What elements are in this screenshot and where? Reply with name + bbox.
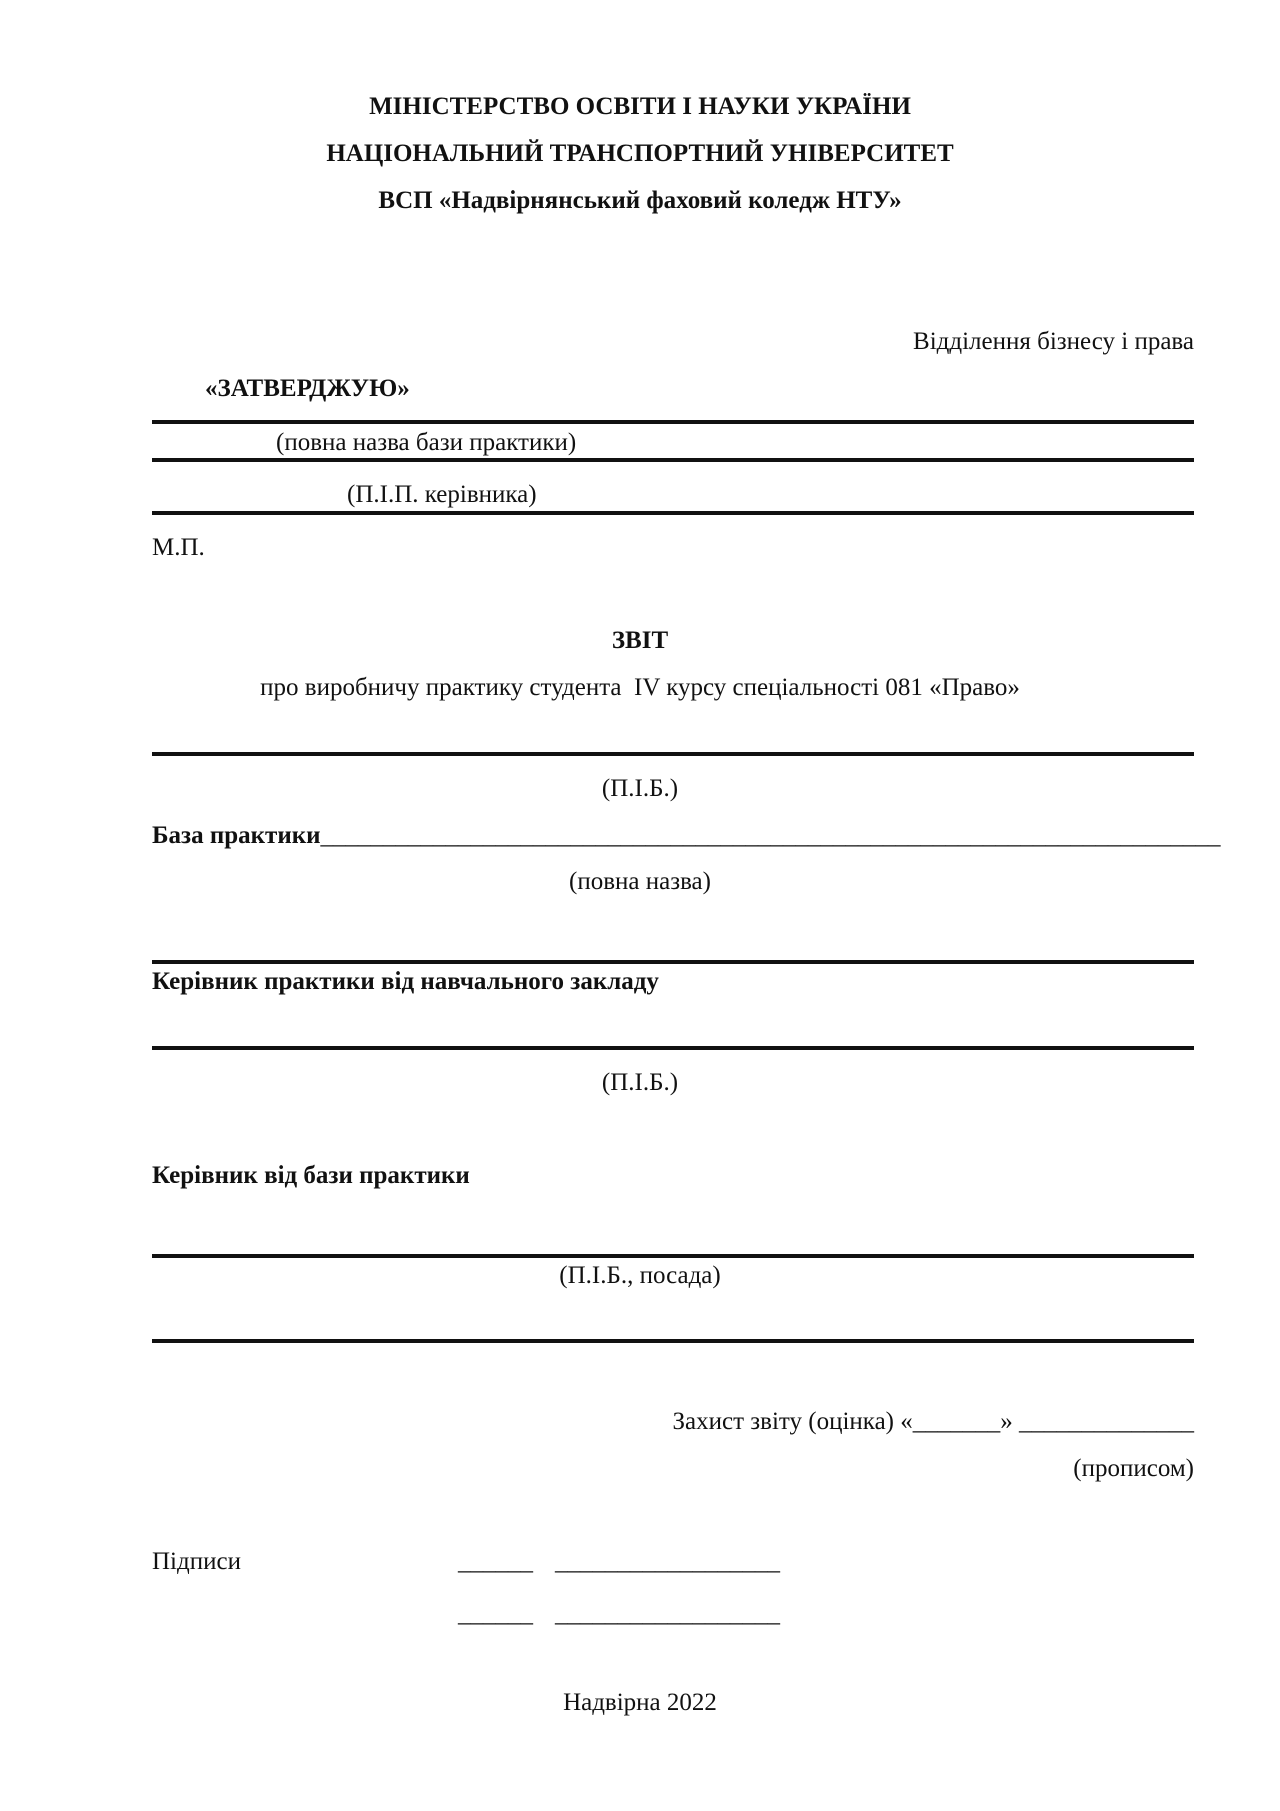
base-name-hint: (повна назва бази практики) [276, 429, 577, 456]
college-supervisor-hint: (П.І.Б.) [601, 1069, 679, 1096]
base-supervisor-line-2 [152, 1339, 1194, 1343]
college-supervisor-label: Керівник практики від навчального закладу [152, 968, 659, 995]
footer-place-year: Надвірна 2022 [563, 1689, 717, 1716]
signature-short-line-2: ______ [458, 1600, 533, 1627]
practice-base-label: База практики [152, 822, 321, 849]
ministry-heading: МІНІСТЕРСТВО ОСВІТИ І НАУКИ УКРАЇНИ [369, 93, 911, 120]
signature-short-line-1: ______ [458, 1548, 533, 1575]
student-name-hint: (П.І.Б.) [601, 775, 679, 802]
report-title: ЗВІТ [611, 627, 669, 654]
university-heading: НАЦІОНАЛЬНИЙ ТРАНСПОРТНИЙ УНІВЕРСИТЕТ [326, 140, 954, 167]
signature-long-line-2: __________________ [555, 1600, 780, 1627]
approval-title: «ЗАТВЕРДЖУЮ» [205, 375, 410, 402]
defense-grade-label: Захист звіту (оцінка) «_______» ______________ [672, 1408, 1194, 1435]
approval-line-2 [152, 458, 1194, 462]
defense-grade-hint: (прописом) [1073, 1455, 1194, 1482]
department-name: Відділення бізнесу і права [913, 328, 1194, 355]
base-supervisor-line [152, 1254, 1194, 1258]
college-heading: ВСП «Надвірнянський фаховий коледж НТУ» [378, 187, 902, 214]
approval-line-3 [152, 511, 1194, 515]
signature-long-line-1: __________________ [555, 1548, 780, 1575]
practice-base-hint: (повна назва) [569, 868, 711, 895]
base-supervisor-label: Керівник від бази практики [152, 1162, 470, 1189]
head-name-hint: (П.І.П. керівника) [347, 481, 537, 508]
practice-base-underline: ________________________________________________________________________ [320, 822, 1221, 849]
college-supervisor-top-line [152, 960, 1194, 964]
college-supervisor-line [152, 1046, 1194, 1050]
student-name-line [152, 752, 1194, 756]
stamp-label: М.П. [152, 534, 205, 561]
practice-base-row [152, 821, 1221, 851]
approval-line-1 [152, 420, 1194, 424]
report-subtitle: про виробничу практику студента IV курсу спеціальності 081 «Право» [260, 674, 1020, 701]
base-supervisor-hint: (П.І.Б., посада) [559, 1262, 721, 1289]
signatures-label: Підписи [152, 1548, 241, 1575]
